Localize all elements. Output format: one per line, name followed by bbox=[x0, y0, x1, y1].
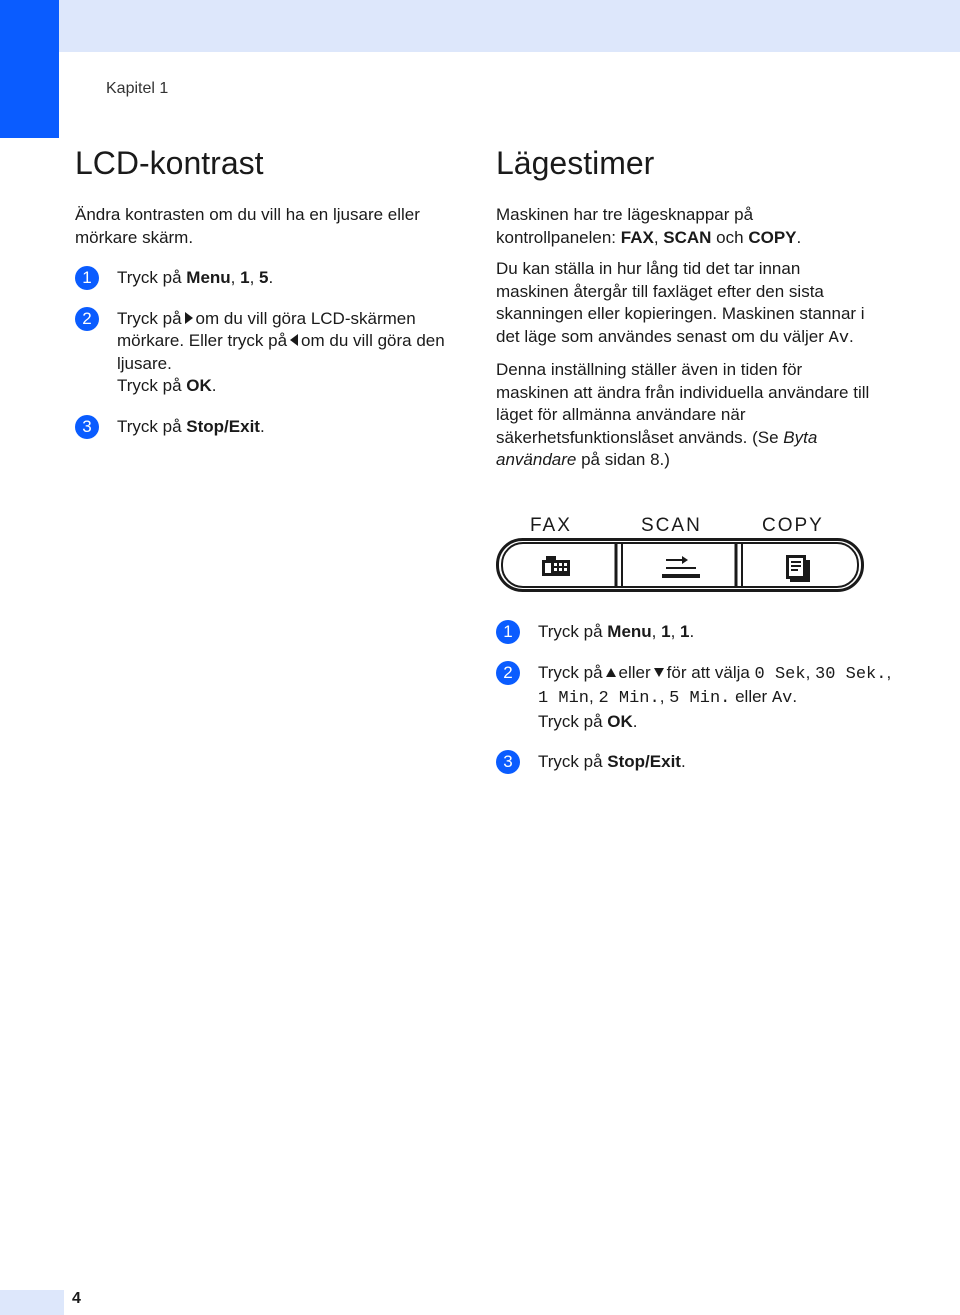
mode-timer-para-1: Maskinen har tre lägesknappar på kontrollpanelen: FAX, SCAN och COPY. bbox=[496, 205, 802, 247]
ok-key: OK bbox=[607, 711, 633, 731]
chapter-label: Kapitel 1 bbox=[106, 80, 169, 97]
timer-step-1: 1 Tryck på Menu, 1, 1. bbox=[496, 621, 896, 644]
lcd-step-3: 3 Tryck på Stop/Exit. bbox=[75, 416, 460, 439]
step-number-badge: 2 bbox=[496, 661, 520, 685]
up-arrow-icon bbox=[606, 668, 616, 677]
right-column bbox=[496, 204, 876, 481]
timer-step-2: 2 Tryck på eller för att välja 0 Sek, 30 Sek., 1 Min, 2 Min., 5 Min. eller Av. Tryck på OK. bbox=[496, 662, 896, 734]
menu-key: Menu bbox=[607, 622, 652, 641]
mode-key-panel bbox=[496, 538, 864, 592]
section-title-lcd: LCD-kontrast bbox=[75, 145, 264, 181]
ok-key: OK bbox=[186, 376, 212, 395]
mode-timer-para-2: Du kan ställa in hur lång tid det tar innan maskinen återgår till faxläget efter den sista skanningen eller kopieringen. Maskinen stannar i det läge som användes senast om du väljer Av. bbox=[496, 259, 865, 348]
mode-timer-para-3: Denna inställning ställer även in tiden för maskinen att ändra från individuella användare till läget för allmänna användare när säkerhetsfunktionslåset används. (Se Byta användare på sidan 8.) bbox=[496, 360, 870, 469]
step-number-badge: 3 bbox=[75, 415, 99, 439]
lcd-step-2: 2 Tryck på om du vill göra LCD-skärmen mörkare. Eller tryck på om du vill göra den ljusare. Tryck på OK. bbox=[75, 308, 460, 398]
page-number: 4 bbox=[72, 1290, 81, 1307]
mode-timer-steps bbox=[496, 621, 896, 784]
section-title-mode-timer: Lägestimer bbox=[496, 145, 655, 181]
stop-exit-key: Stop/Exit bbox=[186, 416, 260, 436]
copy-label: COPY bbox=[762, 515, 824, 536]
step-number-badge: 2 bbox=[75, 307, 99, 331]
right-arrow-icon bbox=[185, 312, 193, 324]
cross-reference-link: Byta användare bbox=[496, 427, 818, 469]
header-band bbox=[59, 0, 960, 52]
left-column bbox=[75, 204, 460, 448]
fax-label: FAX bbox=[530, 515, 572, 536]
step-number-badge: 3 bbox=[496, 750, 520, 774]
left-arrow-icon bbox=[290, 334, 298, 346]
mode-key-labels bbox=[500, 515, 860, 539]
step-number-badge: 1 bbox=[75, 266, 99, 290]
timer-step-3: 3 Tryck på Stop/Exit. bbox=[496, 751, 896, 774]
down-arrow-icon bbox=[654, 668, 664, 677]
chapter-tab bbox=[0, 0, 59, 138]
lcd-intro: Ändra kontrasten om du vill ha en ljusare eller mörkare skärm. bbox=[75, 205, 420, 247]
stop-exit-key: Stop/Exit bbox=[607, 752, 681, 771]
lcd-step-1: 1 Tryck på Menu, 1, 5. bbox=[75, 267, 460, 290]
menu-key: Menu bbox=[186, 268, 231, 287]
scan-label: SCAN bbox=[641, 515, 702, 536]
footer-band bbox=[0, 1290, 64, 1315]
step-number-badge: 1 bbox=[496, 620, 520, 644]
